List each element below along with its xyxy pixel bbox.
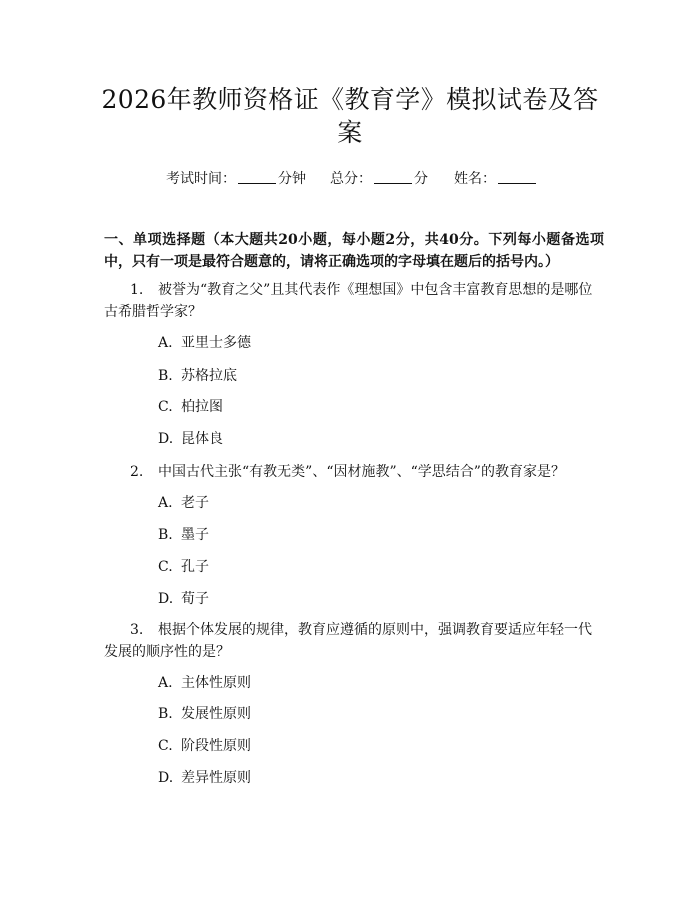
total-score-blank xyxy=(374,170,412,184)
option-text: 荀子 xyxy=(181,591,209,607)
option-text: 苏格拉底 xyxy=(181,368,237,384)
question-text: 被誉为“教育之父”且其代表作《理想国》中包含丰富教育思想的是哪位古希腊哲学家？ xyxy=(104,282,593,320)
option-letter: A. xyxy=(158,675,173,691)
student-name-field xyxy=(454,169,538,189)
option-letter: B. xyxy=(158,706,173,722)
exam-time-unit: 分钟 xyxy=(278,171,306,187)
option-text: 主体性原则 xyxy=(181,675,251,691)
question-number: 1. xyxy=(130,282,144,298)
page-title: 2026年教师资格证《教育学》模拟试卷及答案 xyxy=(101,85,599,147)
option-text: 老子 xyxy=(181,495,209,511)
option-text: 墨子 xyxy=(181,527,209,543)
student-name-label: 姓名： xyxy=(454,171,496,187)
option-3a xyxy=(158,673,458,693)
option-1c xyxy=(158,397,458,417)
option-letter: B. xyxy=(158,527,173,543)
option-text: 亚里士多德 xyxy=(181,335,251,351)
question-text: 中国古代主张“有教无类”、“因材施教”、“学思结合”的教育家是？ xyxy=(158,464,565,480)
option-text: 昆体良 xyxy=(181,431,223,447)
option-text: 发展性原则 xyxy=(181,706,251,722)
option-letter: D. xyxy=(158,431,174,447)
option-letter: A. xyxy=(158,495,173,511)
option-1a xyxy=(158,333,458,353)
option-text: 差异性原则 xyxy=(181,770,251,786)
question-text: 根据个体发展的规律，教育应遵循的原则中，强调教育要适应年轻一代发展的顺序性的是？ xyxy=(104,622,592,660)
section-heading: 一、单项选择题（本大题共20小题，每小题2分，共40分。下列每小题备选项中，只有一项是最符合题意的，请将正确选项的字母填在题后的括号内。） xyxy=(104,232,604,270)
option-1b xyxy=(158,366,458,386)
option-letter: B. xyxy=(158,368,173,384)
option-letter: A. xyxy=(158,335,173,351)
exam-meta-line xyxy=(0,169,700,189)
option-text: 阶段性原则 xyxy=(181,738,251,754)
option-text: 柏拉图 xyxy=(181,399,223,415)
option-letter: C. xyxy=(158,559,173,575)
option-3c xyxy=(158,736,458,756)
student-name-blank xyxy=(498,170,536,184)
exam-time-label: 考试时间： xyxy=(166,171,236,187)
option-1d xyxy=(158,429,458,449)
option-text: 孔子 xyxy=(181,559,209,575)
option-3d xyxy=(158,768,458,788)
exam-time-blank xyxy=(238,170,276,184)
option-letter: C. xyxy=(158,399,173,415)
question-1 xyxy=(104,279,600,323)
option-2d xyxy=(158,589,458,609)
question-number: 2. xyxy=(130,464,144,480)
option-2c xyxy=(158,557,458,577)
option-letter: C. xyxy=(158,738,173,754)
total-score-field xyxy=(330,169,428,189)
option-letter: D. xyxy=(158,770,174,786)
total-score-unit: 分 xyxy=(414,171,428,187)
question-number: 3. xyxy=(130,622,144,638)
question-2 xyxy=(104,461,600,483)
question-3 xyxy=(104,619,600,663)
option-3b xyxy=(158,704,458,724)
option-2b xyxy=(158,525,458,545)
option-letter: D. xyxy=(158,591,174,607)
exam-time-field xyxy=(166,169,306,189)
option-2a xyxy=(158,493,458,513)
total-score-label: 总分： xyxy=(330,171,372,187)
